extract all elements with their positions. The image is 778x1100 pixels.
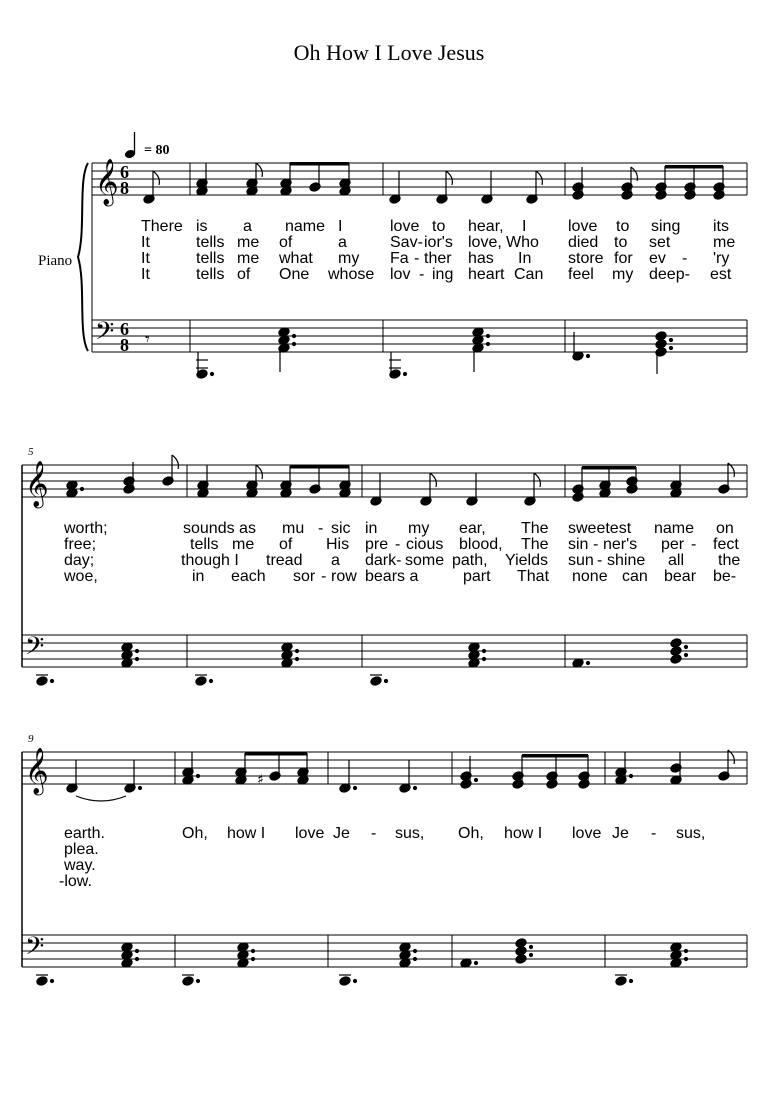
svg-text:plea.: plea. (64, 841, 99, 858)
svg-text:of: of (279, 536, 293, 553)
svg-text:has: has (468, 250, 494, 267)
system-3 (22, 748, 747, 986)
time-sig-top: 6 (120, 162, 129, 182)
svg-text:ear,: ear, (459, 520, 486, 537)
svg-text:heart: heart (468, 266, 505, 283)
svg-text:me: me (237, 234, 260, 251)
svg-text:love: love (295, 825, 325, 842)
svg-text:way.: way. (64, 857, 96, 874)
svg-text:me: me (237, 250, 260, 267)
svg-text:path,: path, (452, 552, 488, 569)
svg-text:a: a (243, 218, 252, 235)
svg-text:cious: cious (406, 536, 444, 553)
svg-text:-: - (419, 266, 425, 283)
svg-text:His: His (326, 536, 350, 553)
svg-text:a: a (338, 234, 347, 251)
svg-text:-: - (597, 552, 603, 569)
svg-text:of: of (237, 266, 251, 283)
svg-text:-: - (593, 536, 599, 553)
svg-text:in: in (365, 520, 378, 537)
svg-text:name: name (285, 218, 326, 235)
svg-text:is: is (196, 218, 208, 235)
svg-text:ther: ther (424, 250, 452, 267)
svg-text:I: I (522, 218, 527, 235)
svg-text:Who: Who (506, 234, 539, 251)
svg-text:-: - (395, 536, 401, 553)
svg-text:on: on (716, 520, 734, 537)
svg-text:feel: feel (568, 266, 594, 283)
svg-text:𝄾: 𝄾 (145, 329, 150, 350)
svg-text:free;: free; (64, 536, 97, 553)
svg-text:love: love (568, 218, 598, 235)
svg-text:Oh,: Oh, (458, 825, 484, 842)
svg-text:Oh,: Oh, (182, 825, 208, 842)
svg-text:sing: sing (651, 218, 681, 235)
svg-text:name: name (654, 520, 695, 537)
svg-text:sounds as: sounds as (183, 520, 256, 537)
svg-text:The: The (521, 536, 549, 553)
svg-text:died: died (568, 234, 599, 251)
svg-text:to: to (616, 218, 630, 235)
svg-text:-: - (691, 536, 697, 553)
svg-text:though I: though I (181, 552, 239, 569)
svg-text:part: part (463, 568, 491, 585)
svg-text:all: all (668, 552, 685, 569)
svg-text:In: In (518, 250, 532, 267)
svg-text:tells: tells (196, 250, 225, 267)
svg-text:♯: ♯ (257, 772, 264, 788)
svg-text:That: That (517, 568, 550, 585)
svg-text:each: each (231, 568, 266, 585)
svg-text:my: my (338, 250, 360, 267)
svg-text:row: row (331, 568, 357, 585)
svg-text:-: - (651, 825, 657, 842)
svg-text:sus,: sus, (676, 825, 706, 842)
svg-text:deep-: deep- (649, 266, 690, 283)
svg-text:set: set (649, 234, 671, 251)
svg-text:sic: sic (331, 520, 351, 537)
svg-text:There: There (141, 218, 183, 235)
svg-text:The: The (521, 520, 549, 537)
svg-text:my: my (612, 266, 634, 283)
svg-text:how I: how I (227, 825, 266, 842)
svg-text:est: est (710, 266, 732, 283)
lyrics-system-3 (59, 825, 705, 890)
svg-text:Yields: Yields (505, 552, 548, 569)
svg-text:bears a: bears a (365, 568, 419, 585)
svg-text:tells: tells (196, 266, 225, 283)
svg-text:ing: ing (432, 266, 454, 283)
svg-text:store: store (568, 250, 604, 267)
svg-text:fect: fect (713, 536, 739, 553)
svg-text:-: - (682, 250, 688, 267)
bass-notes (145, 327, 673, 380)
svg-text:ev: ev (649, 250, 666, 267)
svg-text:per: per (661, 536, 685, 553)
svg-text:shine: shine (607, 552, 646, 569)
svg-text:Je: Je (333, 825, 350, 842)
svg-text:dark-: dark- (365, 552, 402, 569)
svg-text:-: - (414, 250, 420, 267)
svg-text:-: - (371, 825, 377, 842)
svg-text:me: me (232, 536, 255, 553)
system-2 (22, 455, 747, 686)
lyrics-system-1 (141, 218, 735, 283)
svg-text:sun: sun (568, 552, 594, 569)
svg-text:a: a (331, 552, 340, 569)
bass-clef-icon: 𝄢 (95, 317, 115, 352)
tempo-marking: = 80 (144, 143, 170, 158)
svg-text:-: - (318, 520, 324, 537)
svg-text:none: none (572, 568, 608, 585)
svg-text:some: some (405, 552, 445, 569)
svg-text:It: It (141, 266, 150, 283)
svg-text:Je: Je (612, 825, 629, 842)
svg-text:mu: mu (282, 520, 305, 537)
svg-text:𝄢: 𝄢 (25, 632, 45, 667)
svg-text:One: One (279, 266, 310, 283)
svg-text:𝄞: 𝄞 (25, 461, 49, 507)
svg-text:for: for (614, 250, 633, 267)
svg-text:sus,: sus, (395, 825, 425, 842)
svg-text:whose: whose (328, 266, 375, 283)
svg-text:-low.: -low. (59, 873, 92, 890)
svg-text:bear: bear (664, 568, 697, 585)
svg-text:Fa: Fa (390, 250, 409, 267)
svg-text:Sav-: Sav- (390, 234, 423, 251)
svg-text:how I: how I (504, 825, 543, 842)
svg-text:8: 8 (120, 335, 129, 355)
svg-text:'ry: 'ry (713, 250, 730, 267)
svg-text:to: to (614, 234, 628, 251)
svg-text:sin: sin (568, 536, 589, 553)
svg-text:of: of (279, 234, 293, 251)
svg-text:𝄞: 𝄞 (25, 748, 49, 794)
svg-text:earth.: earth. (64, 825, 105, 842)
measure-number-9: 9 (28, 733, 34, 745)
svg-text:my: my (408, 520, 430, 537)
svg-text:tells: tells (196, 234, 225, 251)
svg-text:the: the (718, 552, 741, 569)
treble-clef-icon: 𝄞 (95, 159, 119, 205)
svg-text:me: me (713, 234, 736, 251)
svg-text:its: its (713, 218, 729, 235)
instrument-label: Piano (38, 253, 73, 269)
system-1 (78, 132, 747, 379)
lyrics-system-2 (63, 520, 740, 585)
svg-text:ner's: ner's (603, 536, 638, 553)
measure-number-5: 5 (28, 446, 34, 458)
svg-text:pre: pre (365, 536, 389, 553)
svg-text:sor: sor (293, 568, 316, 585)
svg-text:love,: love, (468, 234, 502, 251)
svg-text:be-: be- (713, 568, 737, 585)
svg-text:blood,: blood, (459, 536, 503, 553)
svg-text:tread: tread (266, 552, 303, 569)
svg-text:𝄢: 𝄢 (25, 932, 45, 967)
svg-text:worth;: worth; (64, 520, 108, 537)
time-sig-bottom: 8 (120, 178, 129, 198)
svg-text:day;: day; (64, 552, 95, 569)
svg-text:I: I (338, 218, 343, 235)
svg-text:in: in (192, 568, 205, 585)
svg-text:love: love (572, 825, 602, 842)
svg-text:Can: Can (514, 266, 544, 283)
svg-text:It: It (141, 250, 150, 267)
svg-text:sweetest: sweetest (568, 520, 632, 537)
svg-text:what: what (279, 250, 313, 267)
quarter-note-icon (124, 132, 136, 159)
svg-text:tells: tells (190, 536, 219, 553)
svg-text:It: It (141, 234, 150, 251)
svg-text:woe,: woe, (64, 568, 98, 585)
score-title: Oh How I Love Jesus (293, 40, 485, 65)
treble-notes (143, 162, 725, 204)
svg-text:-: - (321, 568, 327, 585)
svg-text:to: to (432, 218, 446, 235)
svg-text:hear,: hear, (468, 218, 504, 235)
svg-text:love: love (390, 218, 420, 235)
grand-staff-brace (78, 163, 88, 351)
svg-text:6: 6 (120, 319, 129, 339)
svg-text:ior's: ior's (424, 234, 453, 251)
svg-text:lov: lov (390, 266, 411, 283)
svg-text:can: can (622, 568, 648, 585)
